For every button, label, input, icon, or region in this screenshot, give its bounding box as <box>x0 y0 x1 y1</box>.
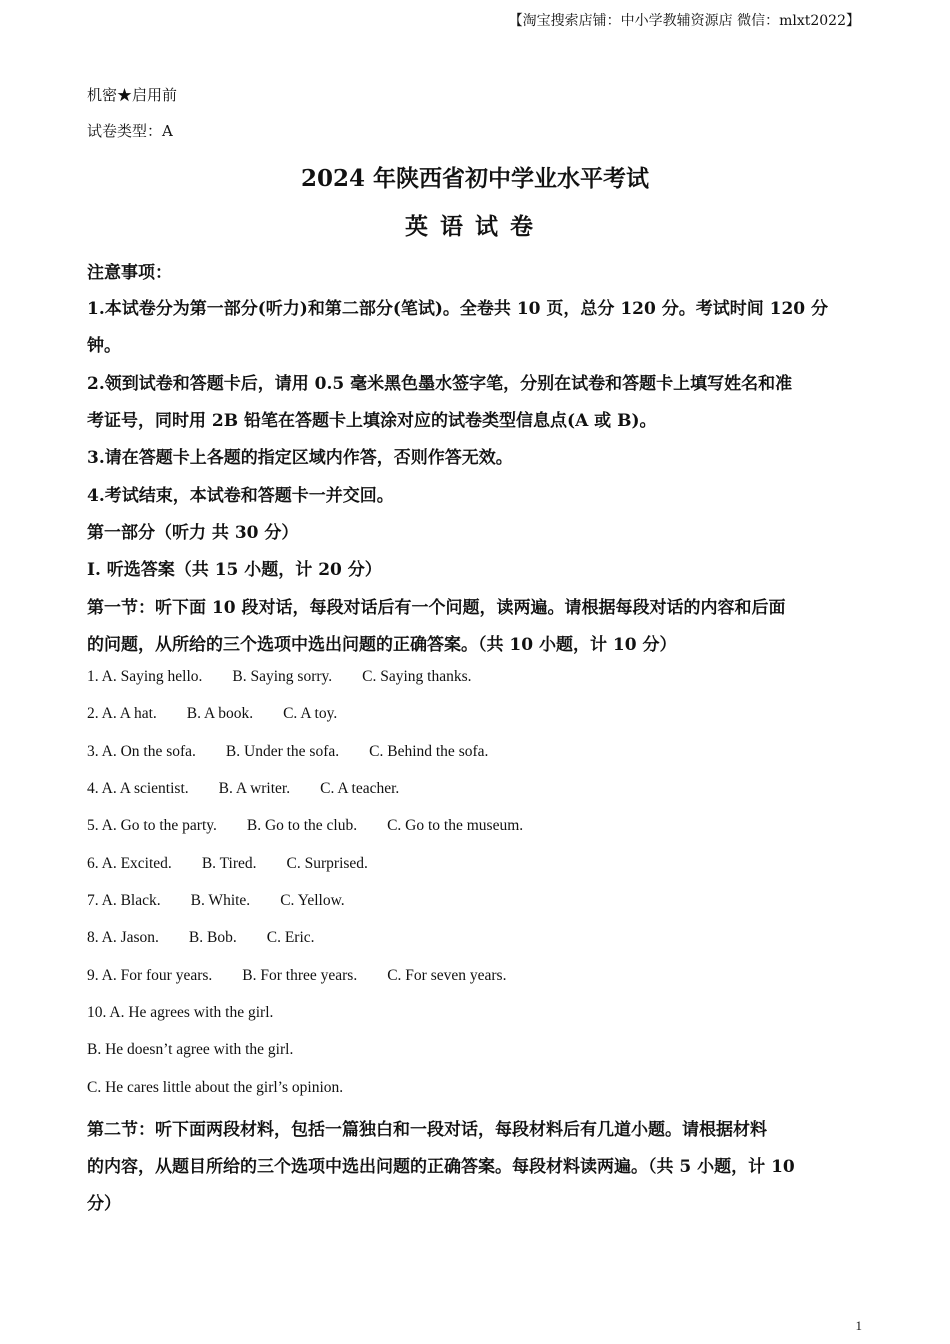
question-10-option-b: B. He doesn’t agree with the girl. <box>87 1041 294 1058</box>
option-b: B. A book. <box>186 705 254 722</box>
option-a: 8. A. Jason. <box>87 929 159 946</box>
page-number: 1 <box>855 1318 862 1333</box>
option-b: B. White. <box>190 892 251 909</box>
question-row <box>87 705 367 723</box>
question-row <box>87 855 398 873</box>
option-c: C. Saying thanks. <box>362 668 472 685</box>
notice-line: 2.领到试卷和答题卡后，请用 0.5 毫米黑色墨水签字笔，分别在试卷和答题卡上填写姓名和准 <box>87 374 793 394</box>
question-10-option-c: C. He cares little about the girl’s opinion. <box>87 1079 344 1096</box>
option-c: C. Eric. <box>266 929 315 946</box>
notice-heading: 注意事项： <box>87 263 172 283</box>
option-b: B. A writer. <box>218 780 291 797</box>
section-two-instructions: 分） <box>87 1194 121 1214</box>
option-b: B. Bob. <box>188 929 237 946</box>
question-row <box>87 929 345 947</box>
option-b: B. Tired. <box>201 855 257 872</box>
exam-title: 2024 年陕西省初中学业水平考试 <box>300 165 650 192</box>
option-b: B. Under the sofa. <box>225 743 340 760</box>
option-c: C. A teacher. <box>320 780 400 797</box>
section-two-instructions: 的内容，从题目所给的三个选项中选出问题的正确答案。每段材料读两遍。（共 5 小题，计 10 <box>87 1157 795 1177</box>
option-a: 1. A. Saying hello. <box>87 668 203 685</box>
notice-line: 3.请在答题卡上各题的指定区域内作答，否则作答无效。 <box>87 448 513 468</box>
question-row <box>87 892 375 910</box>
section-two-instructions: 第二节：听下面两段材料，包括一篇独白和一段对话，每段材料后有几道小题。请根据材料 <box>87 1120 767 1140</box>
question-row <box>87 780 429 798</box>
notice-line: 1.本试卷分为第一部分(听力)和第二部分(笔试)。全卷共 10 页，总分 120 分。考试时间 120 分 <box>87 299 829 319</box>
option-a: 2. A. A hat. <box>87 705 157 722</box>
option-c: C. Go to the museum. <box>387 817 524 834</box>
secret-label: 机密★启用前 <box>87 86 178 104</box>
option-b: B. For three years. <box>242 967 358 984</box>
notice-line: 考证号，同时用 2B 铅笔在答题卡上填涂对应的试卷类型信息点(A 或 B)。 <box>87 411 657 431</box>
option-a: 6. A. Excited. <box>87 855 172 872</box>
notice-line: 4.考试结束，本试卷和答题卡一并交回。 <box>87 486 394 506</box>
store-banner: 【淘宝搜索店铺：中小学教辅资源店 微信：mlxt2022】 <box>508 13 860 29</box>
section-i-heading: I. 听选答案（共 15 小题，计 20 分） <box>87 560 382 580</box>
question-row <box>87 967 536 985</box>
option-a: 5. A. Go to the party. <box>87 817 217 834</box>
option-b: B. Saying sorry. <box>232 668 333 685</box>
paper-type: 试卷类型：A <box>87 122 173 140</box>
part-one-heading: 第一部分（听力 共 30 分） <box>87 523 299 543</box>
section-one-instructions: 的问题，从所给的三个选项中选出问题的正确答案。（共 10 小题，计 10 分） <box>87 635 677 655</box>
option-b: B. Go to the club. <box>246 817 358 834</box>
option-c: C. Yellow. <box>280 892 345 909</box>
option-a: 3. A. On the sofa. <box>87 743 196 760</box>
option-c: C. For seven years. <box>387 967 507 984</box>
option-c: C. A toy. <box>283 705 338 722</box>
question-row <box>87 817 553 835</box>
option-c: C. Behind the sofa. <box>369 743 489 760</box>
question-10-option-a: 10. A. He agrees with the girl. <box>87 1004 274 1021</box>
notice-line: 钟。 <box>87 336 121 356</box>
option-a: 9. A. For four years. <box>87 967 213 984</box>
exam-subtitle: 英语试卷 <box>405 213 545 240</box>
question-row <box>87 743 518 761</box>
question-row <box>87 668 502 686</box>
option-a: 7. A. Black. <box>87 892 161 909</box>
option-a: 4. A. A scientist. <box>87 780 189 797</box>
section-one-instructions: 第一节：听下面 10 段对话，每段对话后有一个问题，读两遍。请根据每段对话的内容和后面 <box>87 598 786 618</box>
option-c: C. Surprised. <box>286 855 368 872</box>
